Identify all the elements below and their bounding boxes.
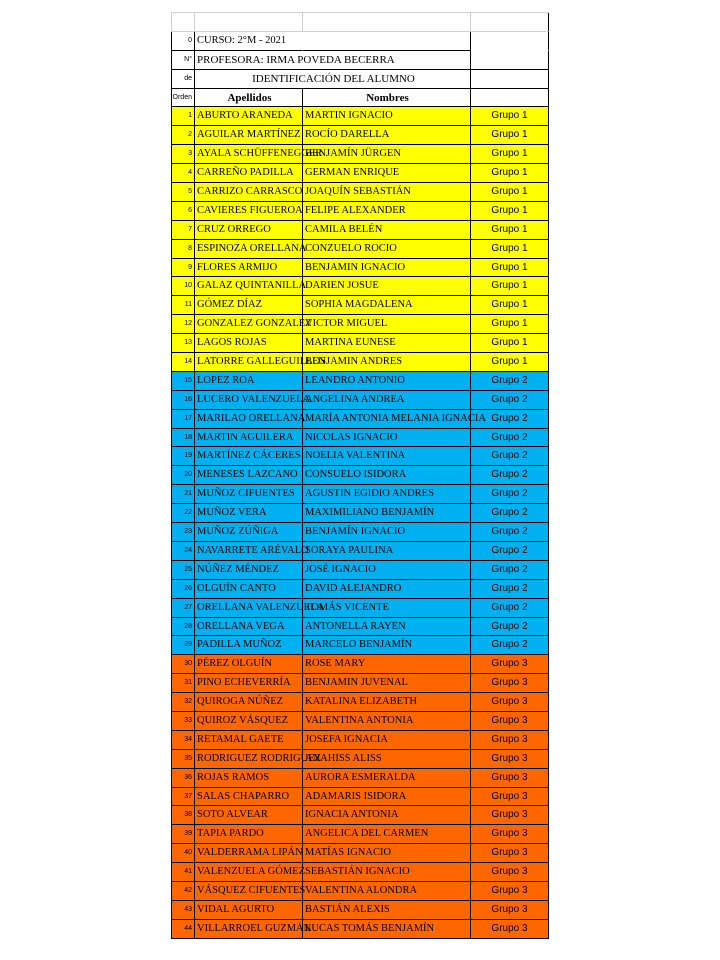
orden-header[interactable]: Orden: [171, 89, 195, 108]
order-number-cell[interactable]: 40: [171, 844, 195, 863]
identification-row: [171, 70, 549, 89]
table-row: [171, 429, 549, 448]
row-number[interactable]: de: [171, 70, 195, 89]
nombres-cell[interactable]: NOELIA VALENTINA: [303, 447, 471, 466]
grupo-cell[interactable]: Grupo 2: [471, 504, 549, 523]
grupo-cell[interactable]: Grupo 2: [471, 523, 549, 542]
nombres-cell[interactable]: LUCAS TOMÁS BENJAMÍN: [303, 920, 471, 939]
order-number-cell[interactable]: 1: [171, 107, 195, 126]
order-number-cell[interactable]: 43: [171, 901, 195, 920]
nombres-cell[interactable]: ANAHISS ALISS: [303, 750, 471, 769]
grupo-cell[interactable]: Grupo 2: [471, 542, 549, 561]
student-rows: [171, 107, 549, 938]
table-row: [171, 466, 549, 485]
order-number-cell[interactable]: 4: [171, 164, 195, 183]
table-row: [171, 655, 549, 674]
apellidos-cell[interactable]: ABURTO ARANEDA: [195, 107, 303, 126]
grupo-cell[interactable]: Grupo 1: [471, 145, 549, 164]
grupo-cell[interactable]: Grupo 2: [471, 391, 549, 410]
order-number-cell[interactable]: 17: [171, 410, 195, 429]
nombres-cell[interactable]: MAXIMILIANO BENJAMÍN: [303, 504, 471, 523]
blank-top-row: [171, 12, 549, 32]
order-number-cell[interactable]: 44: [171, 920, 195, 939]
table-row: [171, 542, 549, 561]
table-row: [171, 599, 549, 618]
nombres-cell[interactable]: DAVID ALEJANDRO: [303, 580, 471, 599]
order-number-cell[interactable]: 18: [171, 429, 195, 448]
grupo-cell[interactable]: Grupo 3: [471, 863, 549, 882]
grupo-cell[interactable]: Grupo 3: [471, 844, 549, 863]
order-number-cell[interactable]: 39: [171, 825, 195, 844]
grupo-cell[interactable]: Grupo 3: [471, 769, 549, 788]
nombres-cell[interactable]: VALENTINA ALONDRA: [303, 882, 471, 901]
table-row: [171, 334, 549, 353]
nombres-cell[interactable]: MARCELO BENJAMÍN: [303, 636, 471, 655]
table-row: [171, 882, 549, 901]
grupo-cell[interactable]: Grupo 2: [471, 447, 549, 466]
order-number-cell[interactable]: 36: [171, 769, 195, 788]
order-number-cell[interactable]: 3: [171, 145, 195, 164]
order-number-cell[interactable]: 14: [171, 353, 195, 372]
apellidos-cell[interactable]: TAPIA PARDO: [195, 825, 303, 844]
order-number-cell[interactable]: 9: [171, 259, 195, 278]
nombres-cell[interactable]: TOMÁS VICENTE: [303, 599, 471, 618]
nombres-cell[interactable]: MATÍAS IGNACIO: [303, 844, 471, 863]
apellidos-cell[interactable]: VILLARROEL GUZMÁN: [195, 920, 303, 939]
grupo-cell[interactable]: Grupo 1: [471, 240, 549, 259]
apellidos-cell[interactable]: SALAS CHAPARRO: [195, 788, 303, 807]
nombres-cell[interactable]: KATALINA ELIZABETH: [303, 693, 471, 712]
table-row: [171, 825, 549, 844]
nombres-cell[interactable]: ROSE MARY: [303, 655, 471, 674]
grupo-cell[interactable]: Grupo 1: [471, 107, 549, 126]
order-number-cell[interactable]: 30: [171, 655, 195, 674]
table-row: [171, 580, 549, 599]
table-row: [171, 636, 549, 655]
nombres-cell[interactable]: BENJAMIN JUVENAL: [303, 674, 471, 693]
nombres-cell[interactable]: ANTONELLA RAYEN: [303, 618, 471, 637]
grupo-cell[interactable]: Grupo 2: [471, 599, 549, 618]
table-row: [171, 712, 549, 731]
nombres-cell[interactable]: CONZUELO ROCIO: [303, 240, 471, 259]
grupo-cell[interactable]: Grupo 2: [471, 429, 549, 448]
apellidos-cell[interactable]: NÚÑEZ MÉNDEZ: [195, 561, 303, 580]
apellidos-cell[interactable]: CRUZ ORREGO: [195, 221, 303, 240]
apellidos-cell[interactable]: PADILLA MUÑOZ: [195, 636, 303, 655]
nombres-header[interactable]: Nombres: [303, 89, 471, 108]
apellidos-cell[interactable]: ROJAS RAMOS: [195, 769, 303, 788]
grupo-cell[interactable]: Grupo 2: [471, 466, 549, 485]
table-row: [171, 410, 549, 429]
table-row: [171, 844, 549, 863]
apellidos-cell[interactable]: GONZALEZ GONZALEZ: [195, 315, 303, 334]
order-number-cell[interactable]: 37: [171, 788, 195, 807]
grupo-cell[interactable]: Grupo 1: [471, 202, 549, 221]
nombres-cell[interactable]: SEBASTIÁN IGNACIO: [303, 863, 471, 882]
apellidos-cell[interactable]: VÁSQUEZ CIFUENTES: [195, 882, 303, 901]
table-row: [171, 447, 549, 466]
apellidos-cell[interactable]: ORELLANA VALENZUELA: [195, 599, 303, 618]
apellidos-cell[interactable]: RODRIGUEZ RODRIGUEZ: [195, 750, 303, 769]
grupo-cell[interactable]: Grupo 3: [471, 674, 549, 693]
order-number-cell[interactable]: 34: [171, 731, 195, 750]
order-number-cell[interactable]: 31: [171, 674, 195, 693]
table-row: [171, 806, 549, 825]
table-row: [171, 618, 549, 637]
order-number-cell[interactable]: 25: [171, 561, 195, 580]
grupo-cell[interactable]: Grupo 1: [471, 277, 549, 296]
apellidos-cell[interactable]: VALENZUELA GÓMEZ: [195, 863, 303, 882]
table-row: [171, 259, 549, 278]
nombres-cell[interactable]: GERMAN ENRIQUE: [303, 164, 471, 183]
order-number-cell[interactable]: 10: [171, 277, 195, 296]
nombres-cell[interactable]: VALENTINA ANTONIA: [303, 712, 471, 731]
order-number-cell[interactable]: 35: [171, 750, 195, 769]
table-row: [171, 183, 549, 202]
nombres-cell[interactable]: FELIPE ALEXANDER: [303, 202, 471, 221]
apellidos-cell[interactable]: MARTIN AGUILERA: [195, 429, 303, 448]
row-number[interactable]: N°: [171, 51, 195, 70]
apellidos-cell[interactable]: CARREÑO PADILLA: [195, 164, 303, 183]
student-roster-table: [171, 12, 549, 939]
order-number-cell[interactable]: 5: [171, 183, 195, 202]
apellidos-cell[interactable]: OLGUÍN CANTO: [195, 580, 303, 599]
identification-title[interactable]: IDENTIFICACIÓN DEL ALUMNO: [195, 70, 471, 89]
order-number-cell[interactable]: 11: [171, 296, 195, 315]
nombres-cell[interactable]: ADAMARIS ISIDORA: [303, 788, 471, 807]
grupo-cell[interactable]: Grupo 3: [471, 788, 549, 807]
apellidos-cell[interactable]: SOTO ALVEAR: [195, 806, 303, 825]
nombres-cell[interactable]: BENJAMÍN IGNACIO: [303, 523, 471, 542]
nombres-cell[interactable]: CAMILA BELÉN: [303, 221, 471, 240]
nombres-cell[interactable]: CONSUELO ISIDORA: [303, 466, 471, 485]
grupo-cell[interactable]: Grupo 1: [471, 315, 549, 334]
row-number[interactable]: 0: [171, 32, 195, 51]
grupo-cell[interactable]: Grupo 2: [471, 485, 549, 504]
nombres-cell[interactable]: VICTOR MIGUEL: [303, 315, 471, 334]
grupo-cell[interactable]: Grupo 2: [471, 561, 549, 580]
nombres-cell[interactable]: IGNACIA ANTONIA: [303, 806, 471, 825]
order-number-cell[interactable]: 32: [171, 693, 195, 712]
grupo-cell[interactable]: Grupo 1: [471, 164, 549, 183]
order-number-cell[interactable]: 16: [171, 391, 195, 410]
table-row: [171, 750, 549, 769]
apellidos-cell[interactable]: MUÑOZ VERA: [195, 504, 303, 523]
apellidos-cell[interactable]: QUIROGA NÚÑEZ: [195, 693, 303, 712]
grupo-cell[interactable]: Grupo 3: [471, 825, 549, 844]
grupo-cell[interactable]: Grupo 2: [471, 618, 549, 637]
nombres-cell[interactable]: JOAQUÍN SEBASTIÁN: [303, 183, 471, 202]
order-number-cell[interactable]: 8: [171, 240, 195, 259]
apellidos-cell[interactable]: LAGOS ROJAS: [195, 334, 303, 353]
table-row: [171, 240, 549, 259]
table-row: [171, 145, 549, 164]
apellidos-cell[interactable]: LUCERO VALENZUELA: [195, 391, 303, 410]
apellidos-cell[interactable]: MUÑOZ ZÚÑIGA: [195, 523, 303, 542]
grupo-cell[interactable]: Grupo 1: [471, 126, 549, 145]
grupo-cell[interactable]: Grupo 1: [471, 183, 549, 202]
order-number-cell[interactable]: 38: [171, 806, 195, 825]
table-row: [171, 901, 549, 920]
nombres-cell[interactable]: LEANDRO ANTONIO: [303, 372, 471, 391]
table-row: [171, 353, 549, 372]
apellidos-cell[interactable]: CARRIZO CARRASCO: [195, 183, 303, 202]
order-number-cell[interactable]: 7: [171, 221, 195, 240]
apellidos-cell[interactable]: VALDERRAMA LIPÁN: [195, 844, 303, 863]
nombres-cell[interactable]: BASTIÁN ALEXIS: [303, 901, 471, 920]
apellidos-cell[interactable]: AGUILAR MARTÍNEZ: [195, 126, 303, 145]
order-number-cell[interactable]: 33: [171, 712, 195, 731]
apellidos-cell[interactable]: CAVIERES FIGUEROA: [195, 202, 303, 221]
table-row: [171, 277, 549, 296]
apellidos-cell[interactable]: VIDAL AGURTO: [195, 901, 303, 920]
order-number-cell[interactable]: 21: [171, 485, 195, 504]
order-number-cell[interactable]: 15: [171, 372, 195, 391]
order-number-cell[interactable]: 13: [171, 334, 195, 353]
order-number-cell[interactable]: 6: [171, 202, 195, 221]
nombres-cell[interactable]: ANGELINA ANDREA: [303, 391, 471, 410]
grupo-cell[interactable]: Grupo 3: [471, 731, 549, 750]
order-number-cell[interactable]: 29: [171, 636, 195, 655]
nombres-cell[interactable]: AGUSTIN EGIDIO ANDRES: [303, 485, 471, 504]
grupo-cell[interactable]: Grupo 1: [471, 334, 549, 353]
apellidos-cell[interactable]: MARTÍNEZ CÁCERES: [195, 447, 303, 466]
teacher-row: [171, 51, 549, 70]
apellidos-header[interactable]: Apellidos: [195, 89, 303, 108]
nombres-cell[interactable]: MARÍA ANTONIA MELANIA IGNACIA: [303, 410, 471, 429]
order-number-cell[interactable]: 19: [171, 447, 195, 466]
table-row: [171, 126, 549, 145]
table-row: [171, 391, 549, 410]
table-row: [171, 920, 549, 939]
table-row: [171, 485, 549, 504]
apellidos-cell[interactable]: PINO ECHEVERRÍA: [195, 674, 303, 693]
nombres-cell[interactable]: ROCÍO DARELLA: [303, 126, 471, 145]
nombres-cell[interactable]: MARTINA EUNESE: [303, 334, 471, 353]
grupo-cell[interactable]: Grupo 3: [471, 750, 549, 769]
grupo-cell[interactable]: Grupo 1: [471, 221, 549, 240]
table-row: [171, 315, 549, 334]
order-number-cell[interactable]: 23: [171, 523, 195, 542]
table-row: [171, 107, 549, 126]
order-number-cell[interactable]: 27: [171, 599, 195, 618]
table-row: [171, 221, 549, 240]
apellidos-cell[interactable]: MUÑOZ CIFUENTES: [195, 485, 303, 504]
grupo-cell[interactable]: Grupo 3: [471, 655, 549, 674]
order-number-cell[interactable]: 24: [171, 542, 195, 561]
table-row: [171, 164, 549, 183]
course-row: [171, 32, 549, 51]
grupo-cell[interactable]: Grupo 3: [471, 693, 549, 712]
apellidos-cell[interactable]: LOPEZ ROA: [195, 372, 303, 391]
grupo-cell[interactable]: Grupo 3: [471, 901, 549, 920]
apellidos-cell[interactable]: GÓMEZ DÍAZ: [195, 296, 303, 315]
apellidos-cell[interactable]: LATORRE GALLEGUILLOS: [195, 353, 303, 372]
apellidos-cell[interactable]: FLORES ARMIJO: [195, 259, 303, 278]
table-row: [171, 674, 549, 693]
table-row: [171, 769, 549, 788]
table-row: [171, 296, 549, 315]
order-number-cell[interactable]: 26: [171, 580, 195, 599]
grupo-cell[interactable]: Grupo 3: [471, 806, 549, 825]
apellidos-cell[interactable]: ESPINOZA ORELLANA: [195, 240, 303, 259]
nombres-cell[interactable]: NICOLAS IGNACIO: [303, 429, 471, 448]
grupo-cell[interactable]: Grupo 3: [471, 712, 549, 731]
nombres-cell[interactable]: MARTIN IGNACIO: [303, 107, 471, 126]
grupo-cell[interactable]: Grupo 3: [471, 882, 549, 901]
grupo-cell[interactable]: Grupo 2: [471, 636, 549, 655]
apellidos-cell[interactable]: QUIROZ VÁSQUEZ: [195, 712, 303, 731]
nombres-cell[interactable]: SOPHIA MAGDALENA: [303, 296, 471, 315]
grupo-cell[interactable]: Grupo 2: [471, 580, 549, 599]
order-number-cell[interactable]: 41: [171, 863, 195, 882]
apellidos-cell[interactable]: RETAMAL GAETE: [195, 731, 303, 750]
teacher-label[interactable]: PROFESORA: IRMA POVEDA BECERRA: [195, 51, 471, 70]
order-number-cell[interactable]: 20: [171, 466, 195, 485]
grupo-cell[interactable]: Grupo 1: [471, 353, 549, 372]
grupo-cell[interactable]: Grupo 1: [471, 259, 549, 278]
grupo-cell[interactable]: Grupo 2: [471, 410, 549, 429]
grupo-cell[interactable]: Grupo 2: [471, 372, 549, 391]
nombres-cell[interactable]: JOSEFA IGNACIA: [303, 731, 471, 750]
nombres-cell[interactable]: ANGELICA DEL CARMEN: [303, 825, 471, 844]
table-row: [171, 731, 549, 750]
grupo-cell[interactable]: Grupo 1: [471, 296, 549, 315]
nombres-cell[interactable]: JOSÉ IGNACIO: [303, 561, 471, 580]
nombres-cell[interactable]: DARIEN JOSUE: [303, 277, 471, 296]
order-number-cell[interactable]: 2: [171, 126, 195, 145]
order-number-cell[interactable]: 12: [171, 315, 195, 334]
nombres-cell[interactable]: SORAYA PAULINA: [303, 542, 471, 561]
grupo-cell[interactable]: Grupo 3: [471, 920, 549, 939]
order-number-cell[interactable]: 42: [171, 882, 195, 901]
table-row: [171, 693, 549, 712]
table-row: [171, 523, 549, 542]
table-row: [171, 561, 549, 580]
order-number-cell[interactable]: 22: [171, 504, 195, 523]
apellidos-cell[interactable]: MARILAO ORELLANA: [195, 410, 303, 429]
apellidos-cell[interactable]: ORELLANA VEGA: [195, 618, 303, 637]
apellidos-cell[interactable]: NAVARRETE ARÉVALO: [195, 542, 303, 561]
table-row: [171, 372, 549, 391]
table-row: [171, 202, 549, 221]
course-label[interactable]: CURSO: 2°M - 2021: [195, 32, 303, 51]
table-row: [171, 863, 549, 882]
order-number-cell[interactable]: 28: [171, 618, 195, 637]
apellidos-cell[interactable]: PÉREZ OLGUÍN: [195, 655, 303, 674]
column-header-row: [171, 89, 549, 108]
apellidos-cell[interactable]: GALAZ QUINTANILLA: [195, 277, 303, 296]
table-row: [171, 788, 549, 807]
table-row: [171, 504, 549, 523]
nombres-cell[interactable]: AURORA ESMERALDA: [303, 769, 471, 788]
nombres-cell[interactable]: BENJAMIN IGNACIO: [303, 259, 471, 278]
nombres-cell[interactable]: BENJAMÍN JÜRGEN: [303, 145, 471, 164]
apellidos-cell[interactable]: AYALA SCHÜFFENEGGER: [195, 145, 303, 164]
apellidos-cell[interactable]: MENESES LAZCANO: [195, 466, 303, 485]
nombres-cell[interactable]: BENJAMIN ANDRES: [303, 353, 471, 372]
